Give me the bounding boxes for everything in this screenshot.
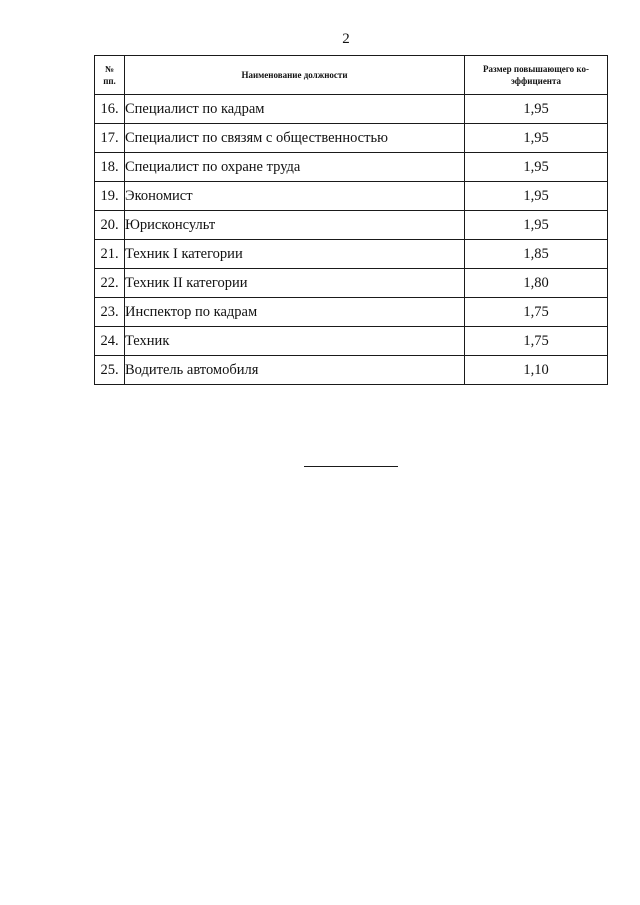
row-position-name: Инспектор по кадрам (125, 298, 465, 327)
row-number: 18. (95, 153, 125, 182)
row-position-name: Техник (125, 327, 465, 356)
row-position-name: Специалист по кадрам (125, 95, 465, 124)
table-row (95, 182, 608, 211)
row-number: 16. (95, 95, 125, 124)
row-position-name: Водитель автомобиля (125, 356, 465, 385)
table-header-row (95, 56, 608, 95)
header-position-name-label: Наименование должности (241, 70, 348, 80)
row-position-name: Специалист по связям с общественностью (125, 124, 465, 153)
table-row (95, 327, 608, 356)
table-row (95, 240, 608, 269)
table-row (95, 95, 608, 124)
row-number: 20. (95, 211, 125, 240)
row-number: 21. (95, 240, 125, 269)
row-position-name: Специалист по охране труда (125, 153, 465, 182)
table-row (95, 356, 608, 385)
row-coefficient: 1,95 (465, 124, 608, 153)
row-coefficient: 1,95 (465, 211, 608, 240)
row-position-name: Техник I категории (125, 240, 465, 269)
table-row (95, 211, 608, 240)
row-number: 19. (95, 182, 125, 211)
table-row (95, 269, 608, 298)
table-row (95, 124, 608, 153)
row-number: 24. (95, 327, 125, 356)
positions-table (94, 55, 608, 385)
row-number: 17. (95, 124, 125, 153)
table-body (95, 95, 608, 385)
row-coefficient: 1,75 (465, 298, 608, 327)
header-coefficient-label: Размер повышающего ко- эффициента (483, 64, 589, 86)
header-position-name (125, 56, 465, 95)
row-coefficient: 1,85 (465, 240, 608, 269)
table-row (95, 298, 608, 327)
page-number: 2 (342, 31, 350, 47)
header-number (95, 56, 125, 95)
row-position-name: Юрисконсульт (125, 211, 465, 240)
table-row (95, 153, 608, 182)
row-coefficient: 1,95 (465, 95, 608, 124)
row-number: 25. (95, 356, 125, 385)
row-coefficient: 1,95 (465, 153, 608, 182)
row-coefficient: 1,75 (465, 327, 608, 356)
row-coefficient: 1,95 (465, 182, 608, 211)
row-position-name: Техник II категории (125, 269, 465, 298)
header-number-label: № пп. (103, 64, 116, 86)
closing-rule-line (304, 466, 398, 467)
header-coefficient (465, 56, 608, 95)
row-number: 22. (95, 269, 125, 298)
row-position-name: Экономист (125, 182, 465, 211)
row-coefficient: 1,10 (465, 356, 608, 385)
row-number: 23. (95, 298, 125, 327)
row-coefficient: 1,80 (465, 269, 608, 298)
